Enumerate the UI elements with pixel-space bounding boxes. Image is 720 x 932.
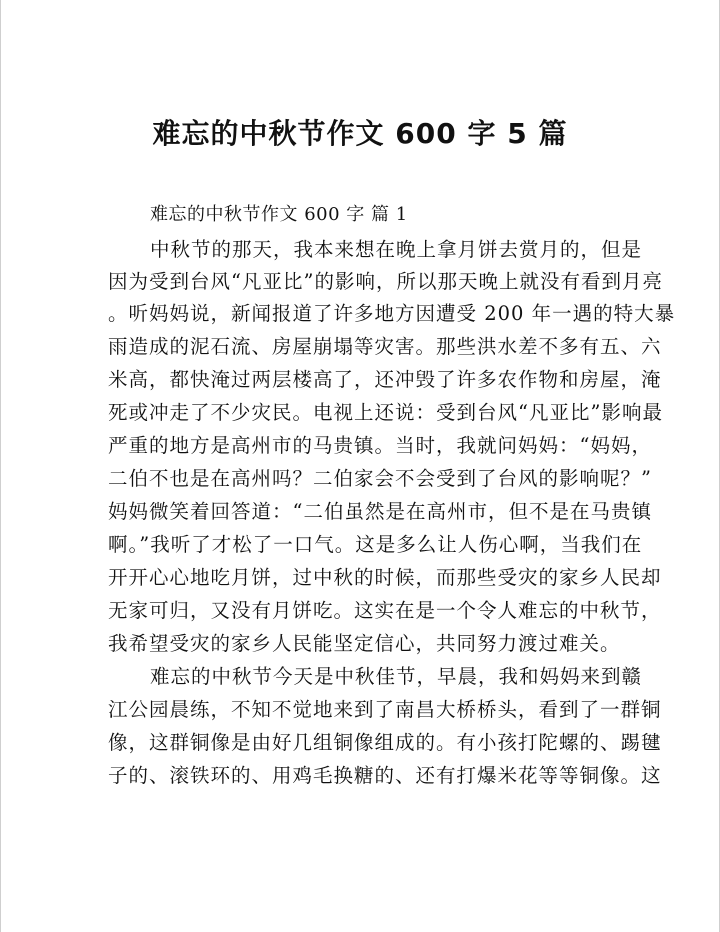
paragraph-line: 死或冲走了不少灾民。电视上还说：受到台风“凡亚比”影响最: [108, 401, 663, 424]
paragraph-line: 妈妈微笑着回答道：“二伯虽然是在高州市，但不是在马贵镇: [108, 500, 652, 523]
paragraph-line: 因为受到台风“凡亚比”的影响，所以那天晚上就没有看到月亮: [108, 270, 663, 293]
paragraph-line: 无家可归，又没有月饼吃。这实在是一个令人难忘的中秋节，: [108, 599, 662, 622]
paragraph-line: 像，这群铜像是由好几组铜像组成的。有小孩打陀螺的、踢毽: [108, 731, 662, 754]
paragraph-line: 啊。”我听了才松了一口气。这是多么让人伤心啊，当我们在: [108, 533, 643, 556]
paragraph-line: 中秋节的那天，我本来想在晚上拿月饼去赏月的，但是: [150, 238, 643, 261]
section-heading: 难忘的中秋节作文 600 字 篇 1: [150, 204, 408, 225]
document-title: 难忘的中秋节作文 600 字 5 篇: [152, 117, 568, 150]
paragraph-line: 二伯不也是在高州吗？二伯家会不会受到了台风的影响呢？”: [108, 467, 652, 490]
paragraph-line: 雨造成的泥石流、房屋崩塌等灾害。那些洪水差不多有五、六: [108, 335, 662, 358]
paragraph-line: 江公园晨练，不知不觉地来到了南昌大桥桥头，看到了一群铜: [108, 698, 662, 721]
paragraph-line: 。听妈妈说，新闻报道了许多地方因遭受 200 年一遇的特大暴: [108, 302, 676, 325]
paragraph-line: 难忘的中秋节今天是中秋佳节，早晨，我和妈妈来到赣: [150, 665, 643, 688]
paragraph-line: 米高，都快淹过两层楼高了，还冲毁了许多农作物和房屋，淹: [108, 368, 662, 391]
paragraph-line: 我希望受灾的家乡人民能坚定信心，共同努力渡过难关。: [108, 632, 621, 655]
paragraph-line: 子的、滚铁环的、用鸡毛换糖的、还有打爆米花等等铜像。这: [108, 764, 662, 787]
paragraph-line: 严重的地方是高州市的马贵镇。当时，我就问妈妈：“妈妈，: [108, 434, 652, 457]
paragraph-line: 开开心心地吃月饼，过中秋的时候，而那些受灾的家乡人民却: [108, 566, 662, 589]
